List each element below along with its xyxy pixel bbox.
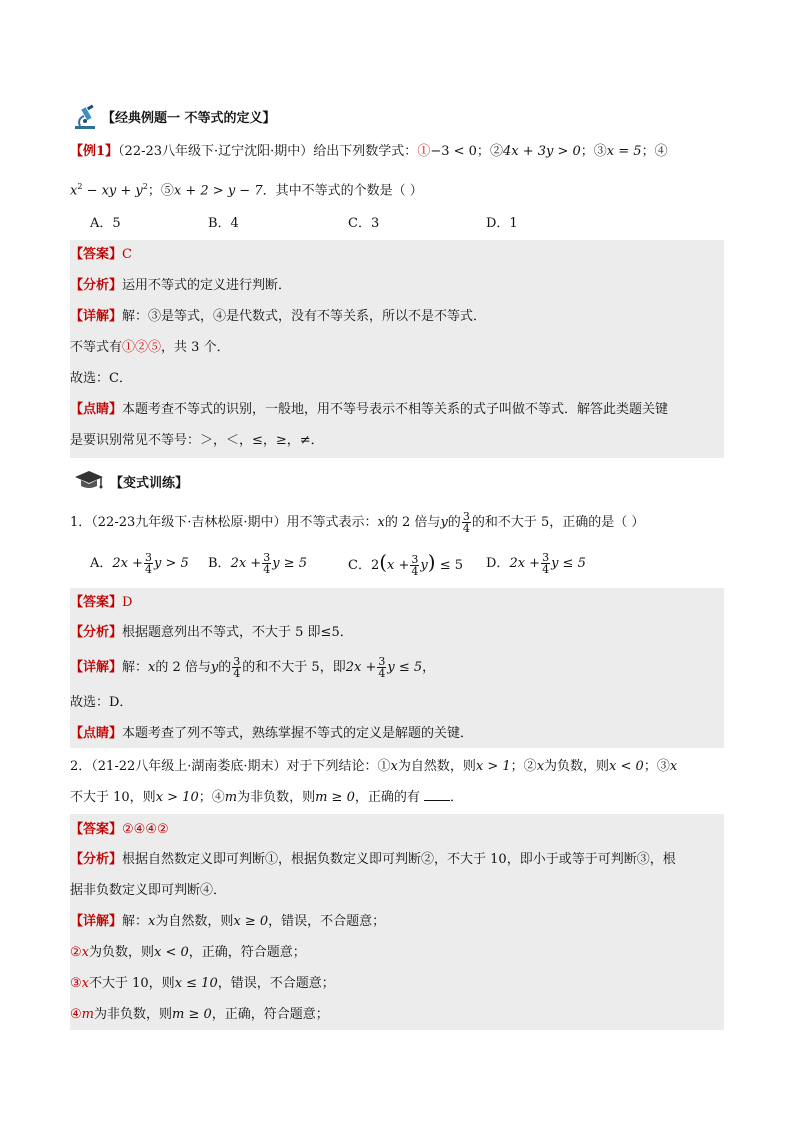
microscope-icon <box>72 104 98 130</box>
question-2-analysis: 【分析】根据自然数定义即可判断①，根据负数定义即可判断②，不大于 10，即小于或等于可判断③，根 <box>70 852 676 867</box>
question-1-text: 1．（22-23九年级下·吉林松原·期中）用不等式表示：x的 2 倍与y的 $\frac{3}{4}$ 的和不大于 5，正确的是（ ） <box>70 510 645 535</box>
example-1-question-cont: $x^2$ − xy + $y^2$；⑤x + 2 > y − 7．其中不等式的个数是（ ） <box>70 182 423 199</box>
example-1-detail-3: 故选：C． <box>70 371 132 386</box>
example-1-comment: 【点睛】本题考查不等式的识别，一般地，用不等号表示不相等关系的式子叫做不等式．解答此类题关键 <box>70 402 669 417</box>
question-1-detail-2: 故选：D． <box>70 695 133 710</box>
graduation-cap-icon <box>74 468 104 492</box>
question-1-option-d: D．2x + $\frac{3}{4}$ y ≤ 5 <box>486 551 586 576</box>
question-2-answer: 【答案】②④④② <box>70 822 169 837</box>
example-1-question: 【例1】（22-23八年级下·辽宁沈阳·期中）给出下列数学式：①−3 < 0；②4x + 3y > 0；③x = 5；④ <box>70 144 668 159</box>
example-1-option-c: C．3 <box>348 216 380 231</box>
question-1-detail: 【详解】解：x的 2 倍与y的 $\frac{3}{4}$ 的和不大于 5，即2x + $\frac{3}{4}$ y ≤ 5， <box>70 655 436 680</box>
question-1-option-a: A．2x + $\frac{3}{4}$ y > 5 <box>90 551 189 576</box>
question-2-detail: 【详解】解：x为自然数，则x ≥ 0，错误，不合题意； <box>70 914 386 929</box>
question-1-option-c: C．2(x + $\frac{3}{4}$ y) ≤ 5 <box>348 550 464 578</box>
example-1-analysis: 【分析】运用不等式的定义进行判断． <box>70 278 292 293</box>
question-1-option-b: B．2x + $\frac{3}{4}$ y ≥ 5 <box>208 551 307 576</box>
question-2-detail-3: ③x不大于 10，则x ≤ 10，错误，不合题意； <box>70 976 335 991</box>
example-1-option-a: A．5 <box>90 216 121 231</box>
question-2-detail-2: ②x为负数，则x < 0，正确，符合题意； <box>70 945 306 960</box>
section-title-practice: 【变式训练】 <box>110 476 189 491</box>
example-1-comment-2: 是要识别常见不等号：＞，＜，≤，≥，≠． <box>70 433 324 448</box>
question-1-comment: 【点睛】本题考查了列不等式，熟练掌握不等式的定义是解题的关键． <box>70 726 474 741</box>
question-1-answer: 【答案】D <box>70 595 133 610</box>
question-2-detail-4: ④m为非负数，则m ≥ 0，正确，符合题意； <box>70 1007 329 1022</box>
example-1-answer: 【答案】C <box>70 247 132 262</box>
answer-blank <box>424 788 450 801</box>
example-1-detail-2: 不等式有①②⑤，共 3 个． <box>70 340 230 355</box>
question-1-analysis: 【分析】根据题意列出不等式，不大于 5 即≤5． <box>70 625 353 640</box>
question-2-text-cont: 不大于 10，则x > 10；④m为非负数，则m ≥ 0，正确的有 ． <box>70 790 464 805</box>
section-title-classic-example: 【经典例题一 不等式的定义】 <box>102 111 276 126</box>
example-1-option-d: D．1 <box>486 216 518 231</box>
example-1-detail: 【详解】解：③是等式，④是代数式，没有不等关系，所以不是不等式． <box>70 309 487 324</box>
question-2-text: 2．（21-22八年级上·湖南娄底·期末）对于下列结论：①x为自然数，则x > 1；②x为负数，则x < 0；③x <box>70 759 678 774</box>
question-2-analysis-2: 据非负数定义即可判断④． <box>70 883 227 898</box>
example-1-option-b: B．4 <box>208 216 239 231</box>
